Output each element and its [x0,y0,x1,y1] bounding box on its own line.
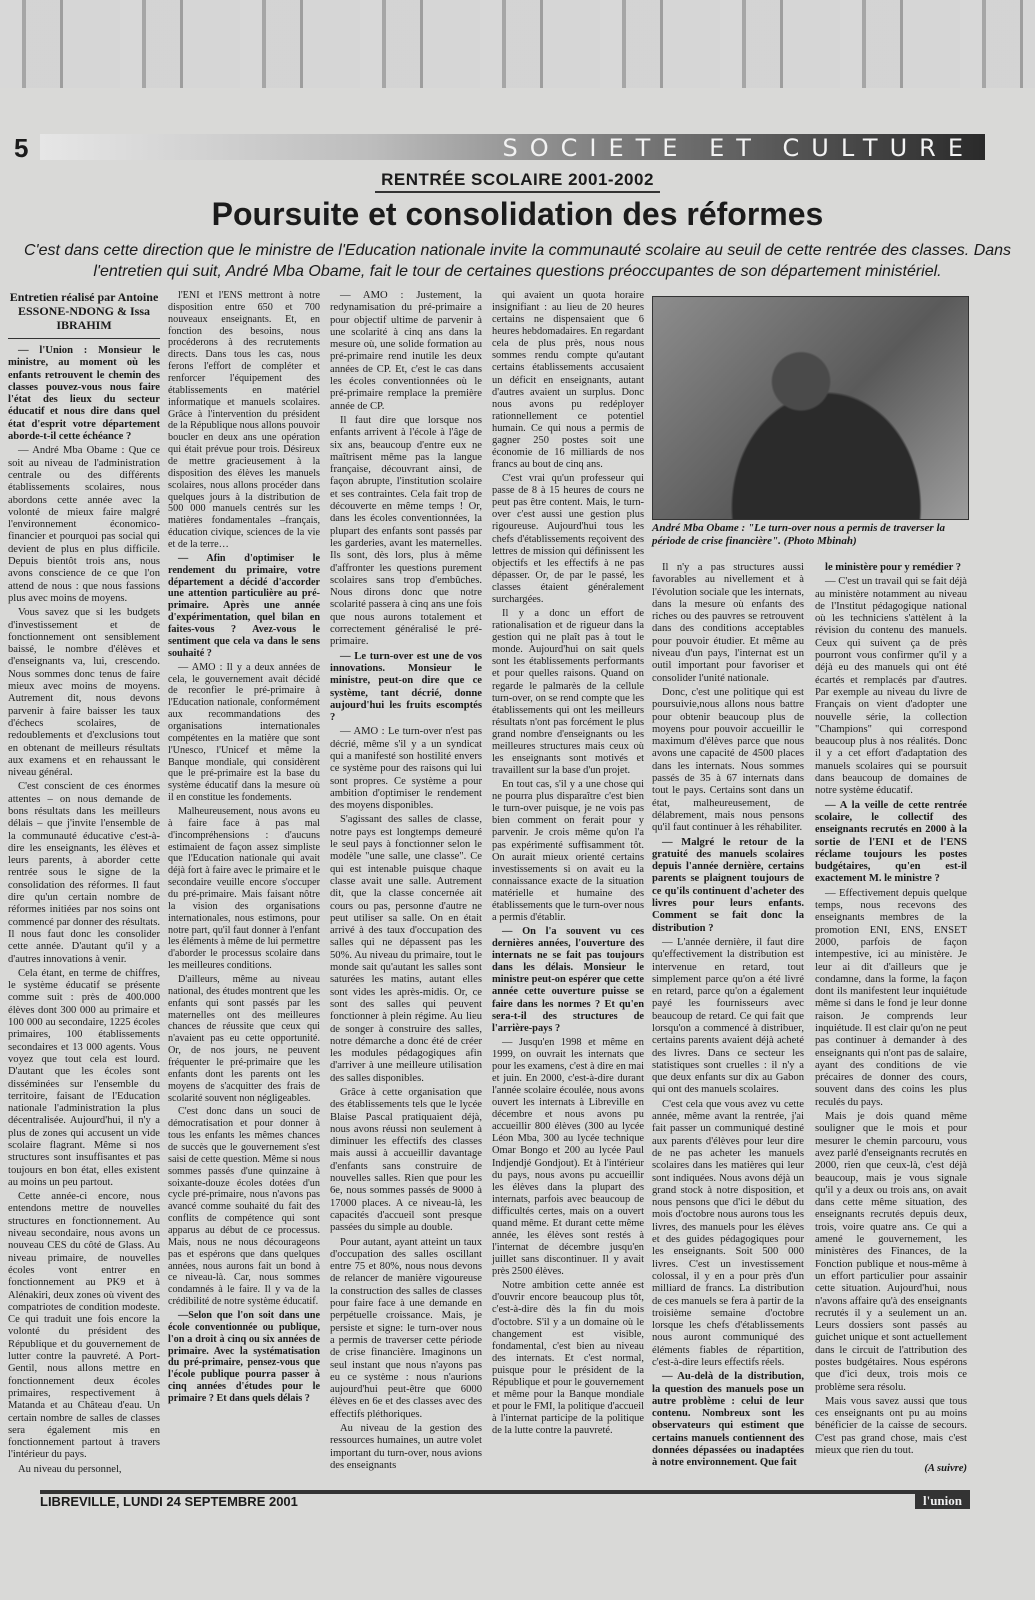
photo-caption: André Mba Obame : "Le turn-over nous a permis de traverser la période de crise financière". (Photo Mbinah) [652,522,946,547]
article-paragraph: Cette année-ci encore, nous entendons mettre de nouvelles structures en fonctionnement. Au niveau secondaire, nous avons un nouveau CES du côté de Glass. Au niveau primaire, de nouvelles écoles vont entrer en fonctionnement au PK9 et à Alénakiri, deux zones où vivent des compatriotes de condition modeste. Ce qui traduit une fois encore la volonté du président des République et du gouvernement de lutter contre la pauvreté. A Port-Gentil, nous allons mettre en fonctionnement deux écoles primaires, respectivement à Matanda et au Château d'eau. Un certain nombre de salles de classes sera également mis en fonctionnement partout à travers l'intérieur du pays. [8,1191,160,1461]
article-paragraph: — Jusqu'en 1998 et même en 1999, on ouvrait les internats que pour les examens, c'est à dire en mai et juin. En 2000, c'est-à-dire durant l'année scolaire écoulée, nous avons ouvert les internats à Libreville en décembre et nous avons pu accueillir 800 élèves (300 au lycée Léon Mba, 300 au lycée technique Omar Bongo et 200 au lycée Paul Indjendjé Gondjout). Et à l'intérieur du pays, nous avons pu accueillir les élèves dans la plupart des internats, parfois avec beaucoup de difficultés certes, mais on a ouvert quand même. Et durant cette même année, les élèves sont restés à l'internat de décembre jusqu'en juillet sans discontinuer. Il y avait près 2500 élèves. [492,1036,644,1278]
interview-question: — Afin d'optimiser le rendement du primaire, votre département a décidé d'accorder une attention particulière au pré-primaire. Après une année d'expérimentation, quel bilan en faites-vous ? Avez-vous le sentiment que cela va dans le sens souhaité ? [168,552,320,659]
article-paragraph: l'ENI et l'ENS mettront à notre disposition entre 650 et 700 nouveaux enseignants. Et, en fonction des besoins, nous procéderons à des recrutements directs. Dans tous les cas, nous ferons l'effort de compléter et renforcer l'équipement des établissements en matériel informatique et manuels scolaires. Grâce à l'intervention du président de la République nous allons pouvoir boucler en deux ans une opération qui était prévue pour trois. Désireux de mettre gracieusement à la disposition des élèves les manuels scolaires, nous allons procéder dans quelques jours à la distribution de 500 000 manuels centrés sur les matières fondamentales –français, éducation civique, sciences de la vie et de la terre… [168,290,320,551]
article-paragraph: S'agissant des salles de classe, notre pays est longtemps demeuré le seul pays à fonctionner selon le modèle "une salle, une classe". Ce qui est intenable puisque chaque classe avait une salle. Autrement dit, que la classe concernée ait cours ou pas, personne d'autre ne peut utiliser sa salle. On en était arrivé à des taux d'occupation des salles qui ne dépassent pas les 50%. Au niveau du primaire, tout le monde sait qu'autant les salles sont saturées les matins, autant elles sont vides les après-midis. Or, ce sont des salles qui peuvent fonctionner à plein régime. Au lieu de songer à construire des salles, notre démarche a donc été de créer les modules pédagogiques afin d'arriver à une meilleure utilisation des salles disponibles. [330,814,482,1084]
article-paragraph: — AMO : Il y a deux années de cela, le gouvernement avait décidé de reconfier le pré-primaire à l'Education nationale, conformément aux recommandations des organisations internationales compétentes en la matière que sont l'Unesco, l'Unicef et même la Banque mondiale, qui considèrent que le pré-primaire est la base du système éducatif dans la mesure où il en constitue les fondements. [168,661,320,804]
article-paragraph: C'est conscient de ces énormes attentes – on nous demande de bons résultats dans les meilleurs délais – que j'invite l'ensemble de la communauté éducative c'est-à-dire les enseignants, les élèves et leurs parents, à aborder cette rentrée sous le signe de la consolidation des réformes. Il faut dire qu'un certain nombre de réformes initiées par nos soins ont commencé par donner des résultats. Il nous faut donc les consolider cette année. D'autant qu'il y a d'autres innovations à venir. [8,781,160,965]
kicker [0,170,1035,190]
article-paragraph: C'est vrai qu'un professeur qui passe de 8 à 15 heures de cours ne peut pas être content. Mais, le turn-over c'est aussi une gestion plus rigoureuse. Aujourd'hui tous les chefs d'établissements reçoivent des lettres de mission qui définissent les objectifs et les effectifs à ne pas dépasser. Or, de par le passé, les classes étaient généralement surchargées. [492,473,644,605]
article-paragraph: C'est donc dans un souci de démocratisation et pour donner à tous les enfants les mêmes chances de succès que le gouvernement s'est saisi de cette question. Même si nous sommes passés d'une quinzaine à soixante-douze écoles dotées d'un cycle pré-primaire, nous n'avons pas avancé comme souhaité du fait des conflits de compétence qui sont apparus au début de ce processus. Mais, nous ne nous décourageons pas et espérons que dans quelques années, nous aurons fait un bond à ce niveau-là. Car, nous sommes condamnés à le faire. Il y va de la crédibilité de notre système éducatif. [168,1106,320,1308]
article-paragraph: C'est cela que vous avez vu cette année, même avant la rentrée, j'ai fait passer un communiqué destiné aux parents d'élèves pour leur dire de ne pas acheter les manuels scolaires dans les matières qui leur sont indiquées. Nous avons déjà un grand stock à notre disposition, et nous pensons que d'ici le début du mois d'octobre nous aurons tous les livres, des manuels pour les élèves et des guides pédagogiques pour les enseignants. Soit 500 000 livres. C'est un investissement colossal, il y en a pour près d'un milliard de francs. La distribution de ces manuels se fera à partir de la troisième semaine d'octobre lorsque les chefs d'établissements nous auront communiqué des éléments fiables de répartition, c'est-à-dire leurs effectifs réels. [652,1098,804,1368]
article-column-4 [492,290,644,1439]
interview-question: — Au-delà de la distribution, la question des manuels pose un autre problème : celui de leur contenu. Nombreux sont les observateurs qui estiment que certains manuels contiennent des données dépassées ou inadaptées à notre environnement. Que fait [652,1371,804,1469]
interview-question: — On l'a souvent vu ces dernières années, l'ouverture des internats ne se fait pas toujours dans les délais. Monsieur le ministre peut-on espérer que cette année cette ouverture puisse se faire dans les normes ? Et qu'en sera-t-il des structures de l'arrière-pays ? [492,926,644,1034]
article-paragraph: — C'est un travail qui se fait déjà au ministère notamment au niveau de l'Institut pédagogique national où les techniciens s'attèlent à la révision du contenu des manuels. Ceux qui suivent ça de près pourront vous confirmer qu'il y a déjà eu des manuels qui ont été écartés et remplacés par d'autres. Par exemple au niveau du livre de Français on vient d'adopter une nouvelle série, la collection "Champions" qui correspond beaucoup plus à nos réalités. Donc il y a cet effort d'adaptation des manuels scolaires qui se poursuit dans beaucoup de domaines de notre système éducatif. [815,576,967,797]
article-column-6 [815,562,967,1476]
article-paragraph: Au niveau du personnel, [18,1463,122,1475]
article-paragraph: En tout cas, s'il y a une chose qui ne pourra plus disparaître c'est bien le turn-over puisque, je ne vois pas bien comment on ferait pour y parvenir. Je crois même qu'on l'a pas expérimenté suffisamment tôt. On aurait mieux orienté certains investissements si on avait eu la connaissance exacte de la situation matérielle et humaine des établissements que le turn-over nous a permis d'établir. [492,779,644,923]
article-paragraph: — L'année dernière, il faut dire qu'effectivement la distribution est intervenue en retard, tout simplement parce qu'on a été livré en retard, parce qu'on a également payé les fournisseurs avec beaucoup de retard. Ce qui fait que lorsqu'on a commencé à distribuer, certains parents avaient déjà acheté des livres. Dans ce secteur les statistiques sont cruelles : il n'y a que deux enfants sur dix au Gabon qui ont des manuels scolaires. [652,936,804,1096]
interview-question: — l'Union : Monsieur le ministre, au moment où les enfants retrouvent le chemin des classes pouvez-vous nous faire l'état des lieux du secteur éducatif et nous dire dans quel état d'esprit votre département aborde-t-il cette échéance ? [8,345,160,443]
page-footer [40,1494,970,1510]
article-paragraph: Notre ambition cette année est d'ouvrir encore beaucoup plus tôt, c'est-à-dire dès la fin du mois d'octobre. S'il y a un domaine où le changement est visible, fondamental, c'est bien au niveau des internats. Et c'est normal, puisque pour le président de la République et pour le gouvernement et même pour la Banque mondiale et pour le FMI, la politique d'accueil à l'internat participe de la politique de la lutte contre la pauvreté. [492,1280,644,1437]
article-paragraph: qui avaient un quota horaire insignifiant : au lieu de 20 heures certains ne dispensaient que 6 heures hebdomadaires. En regardant cela de plus près, nous nous sommes rendu compte qu'autant certains établissements accusaient un déficit en enseignants, autant d'autres avaient un surplus. Donc nous avons pu redéployer rationnellement ce potentiel humain. Ce qui nous a permis de gagner 250 postes soit une économie de 16 milliards de nos francs au bout de cinq ans. [492,290,644,471]
article-paragraph: Malheureusement, nous avons eu à faire face à pas mal d'incompréhensions : d'aucuns estimaient de façon assez simpliste que l'Education nationale qui avait déjà fort à faire avec le primaire et le secondaire veuille encore s'occuper du pré-primaire. Mais faisant nôtre la vision des organisations internationales, nous estimons, pour notre part, qu'il faut donner à l'enfant les éléments à même de lui permettre d'aborder le processus scolaire dans les meilleures conditions. [168,805,320,972]
headline: Poursuite et consolidation des réformes [211,196,824,232]
article-column-5 [652,562,804,1472]
article-paragraph: Au niveau de la gestion des ressources humaines, un autre volet important du turn-over, nous avions des enseignants [330,1423,482,1471]
byline: Entretien réalisé par Antoine ESSONE-NDONG & Issa IBRAHIM [8,290,160,339]
article-column-3 [330,290,482,1474]
article-paragraph: — AMO : Justement, la redynamisation du pré-primaire a pour objectif ultime de parvenir à une scolarité à cinq ans dans la mesure où, une solide formation au pré-primaire rend inutile les deux années de CP. Et, c'est le cas dans les écoles conventionnées où le pré-primaire remplace la première année de CP. [330,290,482,412]
article-paragraph: Grâce à cette organisation que des établissements tels que le lycée Blaise Pascal pratiquaient déjà, nous avons réussi non seulement à diminuer les effectifs des classes mais aussi à accueillir davantage d'enfants sans construire de nouvelles salles. Rien que pour les 6e, nous sommes passés de 9000 à 17000 places. A ce niveau-là, les capacités d'accueil sont presque passées du simple au double. [330,1087,482,1234]
article-paragraph: Il n'y a pas structures aussi favorables au nivellement et à l'évolution sociale que les internats, dans la mesure où enfants des riches ou des pauvres se retrouvent dans des conditions acceptables pour pouvoir étudier. Et même au niveau d'un pays, l'internat est un outil important pour favoriser et consolider l'unité nationale. [652,562,804,684]
article-paragraph: — Effectivement depuis quelque temps, nous recevons des enseignants membres de la promotion ENI, ENS, ENSET 2000, parfois de façon intempestive, ici au ministère. Je leur ai dit d'ailleurs que je condamne, dans la forme, la façon dont ils manifestent leur inquiétude même si dans le fond je leur donne raison. Je comprends leur inquiétude. Il est clair qu'on ne peut pas continuer à demander à des enseignants qui n'ont pas de salaire, ayant des conditions de vie précaires de donner des cours, souvent dans des coins les plus reculés du pays. [815,887,967,1108]
article-paragraph: Cela étant, en terme de chiffres, le système éducatif se présente comme suit : près de 400.000 élèves dont 300 000 au primaire et 100 000 au secondaire, 1225 écoles primaires, 100 établissements secondaires et 13 000 agents. Vous voyez que tout cela est lourd. D'autant que les écoles sont disséminées sur l'ensemble du territoire, faisant de l'Education nationale l'administration la plus décentralisée. Aujourd'hui, il n'y a plus de zones qui accusent un vide scolaire flagrant. Même si nos structures sont insuffisantes et pas toujours en bon état, elles existent au moins un peu partout. [8,967,160,1188]
kicker-text: RENTRÉE SCOLAIRE 2001-2002 [375,170,660,193]
article-column-1 [8,290,160,1478]
scan-edge [0,0,1035,95]
article-paragraph: Donc, c'est une politique qui est poursuivie,nous allons nous battre pour obtenir beaucoup plus de moyens pour pouvoir accueillir le maximum d'élèves parce que nous avons une capacité de 4500 places dans les internats. Nous sommes passés de 35 à 67 internats dans tout le pays. Certains sont dans un état, malheureusement, de délabrement, mais nous pensons qu'il faut continuer à les réhabiliter. [652,686,804,834]
article-column-2 [168,290,320,1407]
article-paragraph: Il y a donc un effort de rationalisation et de rigueur dans la gestion qui ne plaît pas à tout le monde. Aujourd'hui on sait quels sont les établissements performants et pour quelles raisons. Quand on regarde le palmarès de la cellule turn-over, on se rend compte que les établissements qui ont les meilleurs résultats n'ont pas forcément le plus grand nombre d'enseignants ou les meilleures structures mais ceux où les enseignants sont motivés et travaillent sur la base d'un projet. [492,608,644,777]
interview-question: le ministère pour y remédier ? [825,562,962,573]
article-paragraph: — AMO : Le turn-over n'est pas décrié, même s'il y a un syndicat qui a manifesté son hostilité envers ce système pour des raisons qui lui sont propres. Ce système a pour ambition d'optimiser le rendement des moyens disponibles. [330,726,482,812]
article-paragraph: Mais vous savez aussi que tous ces enseignants ont pu au moins bénéficier de la caisse de secours. C'est pas grand chose, mais c'est mieux que rien du tout. [815,1395,967,1457]
portrait-photo [652,296,969,520]
article-paragraph: Mais je dois quand même souligner que le mois et pour mesurer le chemin parcouru, vous avez parlé d'enseignants recrutés en 2000, rien que ceux-là, c'est déjà beaucoup, mais je vous signale qu'il y a deux ou trois ans, on avait dans cette même situation, des enseignants recrutés depuis deux, trois, voire quatre ans. Ce qui a amené le gouvernement, les ministères des Finances, de la Fonction publique et nous-même à un effort particulier pour assainir cette situation. Aujourd'hui, nous n'avons affaire qu'à des enseignants recrutés il y a seulement un an. Leurs dossiers sont passés au guichet unique et sont actuellement dans le circuit de l'attribution des postes budgétaires. Nous espérons que d'ici deux, trois mois ce problème sera résolu. [815,1111,967,1393]
lead-paragraph: C'est dans cette direction que le ministre de l'Education nationale invite la communauté scolaire au seuil de cette rentrée des classes. Dans l'entretien qui suit, André Mba Obame, fait le tour de certaines questions préoccupantes de son département ministériel. [23,242,1012,280]
page-number: 5 [14,133,29,163]
continued-marker: (A suivre) [924,1463,967,1475]
interview-question: — A la veille de cette rentrée scolaire, le collectif des enseignants recrutés en 2000 à la sortie de l'ENI et de l'ENS réclame toujours les postes budgétaires, qu'en est-il exactement M. le ministre ? [815,799,967,885]
article-paragraph: Il faut dire que lorsque nos enfants arrivent à l'école à l'âge de six ans, beaucoup d'entre eux ne maîtrisent même pas la langue française, découvrant ainsi, de façon abrupte, l'institution scolaire et ses contraintes. Cela fait trop de découverte en même temps ! Or, dans les écoles conventionnées, la plupart des enfants sont passés par les garderies, avant les maternelles. Ils sont, dès lors, plus à même d'affronter les questions purement scolaires sans trop d'embûches. Nous dirons donc que notre scolarité passera à cinq ans une fois que nous aurons totalement et correctement généralisé le pré-primaire. [330,414,482,648]
interview-question: —Selon que l'on soit dans une école conventionnée ou publique, l'on a droit à cinq ou six années de primaire. Avec la systématisation du pré-primaire, pensez-vous que l'école publique pourra passer à cinq années d'études pour le primaire ? Et dans quels délais ? [168,1310,320,1405]
article-paragraph: Vous savez que si les budgets d'investissement et de fonctionnement ont sensiblement baissé, le nombre d'élèves et d'enseignants va, lui, crescendo. Nous sommes donc tenus de faire mieux avec moins de moyens. Autrement dit, nous devons parvenir à faire baisser les taux d'échecs scolaires, de redoublements et d'exclusions tout en obtenant de meilleurs résultats aux examens et en rehaussant le niveau général. [8,607,160,779]
article-paragraph: D'ailleurs, même au niveau national, des études montrent que les enfants qui sont passés par les maternelles ont des meilleures chances de réussite que ceux qui n'avaient pas eu cette opportunité. Or, de nos jours, ne peuvent fréquenter le pré-primaire que les enfants dont les parents ont les moyens de s'acquitter des frais de scolarité souvent non négligeables. [168,973,320,1104]
masthead-logo: l'union [915,1493,970,1509]
interview-question: — Malgré le retour de la gratuité des manuels scolaires depuis l'année dernière, certains parents se plaignent toujours de ce qu'ils continuent d'acheter des livres pour leurs enfants. Comment se fait donc la distribution ? [652,836,804,934]
article-paragraph: Pour autant, ayant atteint un taux d'occupation des salles oscillant entre 75 et 80%, nous nous devons de relancer de manière vigoureuse la construction des salles de classes pour faire face à une demande en perpétuelle croissance. Mais, je persiste et signe: le turn-over nous a permis de traverser cette période de crise financière. Imaginons un seul instant que nous n'ayons pas eu ce système : nous n'aurions aujourd'hui peut-être que 6000 élèves en 6e et des classes avec des effectifs pléthoriques. [330,1236,482,1420]
article-paragraph: — André Mba Obame : Que ce soit au niveau de l'administration centrale ou des différents établissements scolaires, nous abordons cette année avec la volonté de mieux faire malgré l'environnement économico-financier et pourquoi pas social qui devient de plus en plus difficile. Depuis bientôt trois ans, nous avons conscience de ce que l'on attend de nous : que nous fassions plus avec moins de moyens. [8,445,160,604]
interview-question: — Le turn-over est une de vos innovations. Monsieur le ministre, peut-on dire que ce système, tant décrié, donne aujourd'hui les fruits escomptés ? [330,650,482,724]
dateline: LIBREVILLE, LUNDI 24 SEPTEMBRE 2001 [40,1494,298,1509]
section-rubric: SOCIETE ET CULTURE [502,134,975,162]
